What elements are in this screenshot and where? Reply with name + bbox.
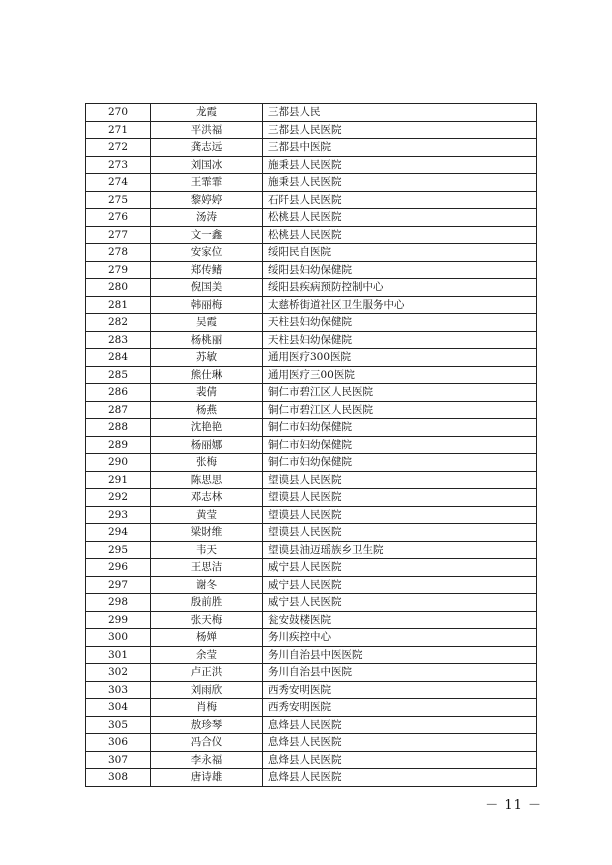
person-name-cell: 冯合仪	[151, 734, 263, 752]
work-unit-cell: 三都县中医院	[263, 139, 537, 157]
person-name-cell: 安家位	[151, 244, 263, 262]
row-number-cell: 280	[86, 279, 151, 297]
row-number-cell: 294	[86, 524, 151, 542]
person-name-cell: 谢冬	[151, 576, 263, 594]
person-name-cell: 李永福	[151, 751, 263, 769]
row-number-cell: 287	[86, 401, 151, 419]
table-row	[86, 261, 537, 279]
table-row	[86, 331, 537, 349]
row-number-cell: 271	[86, 121, 151, 139]
table-row	[86, 716, 537, 734]
work-unit-cell: 通用医疗300医院	[263, 349, 537, 367]
table-row	[86, 401, 537, 419]
work-unit-cell: 务川疾控中心	[263, 629, 537, 647]
work-unit-cell: 三都县人民	[263, 104, 537, 122]
row-number-cell: 290	[86, 454, 151, 472]
table-row	[86, 681, 537, 699]
row-number-cell: 300	[86, 629, 151, 647]
table-row	[86, 489, 537, 507]
person-name-cell: 龙霞	[151, 104, 263, 122]
work-unit-cell: 三都县人民医院	[263, 121, 537, 139]
person-name-cell: 黎婷婷	[151, 191, 263, 209]
table-row	[86, 646, 537, 664]
work-unit-cell: 铜仁市妇幼保健院	[263, 436, 537, 454]
work-unit-cell: 威宁县人民医院	[263, 594, 537, 612]
person-name-cell: 王思洁	[151, 559, 263, 577]
row-number-cell: 286	[86, 384, 151, 402]
person-name-cell: 杨燕	[151, 401, 263, 419]
table-row	[86, 366, 537, 384]
work-unit-cell: 威宁县人民医院	[263, 576, 537, 594]
work-unit-cell: 绥阳民自医院	[263, 244, 537, 262]
work-unit-cell: 望谟县人民医院	[263, 524, 537, 542]
work-unit-cell: 施秉县人民医院	[263, 174, 537, 192]
work-unit-cell: 望谟县人民医院	[263, 471, 537, 489]
row-number-cell: 285	[86, 366, 151, 384]
person-name-cell: 唐诗雄	[151, 769, 263, 787]
work-unit-cell: 通用医疗三00医院	[263, 366, 537, 384]
row-number-cell: 299	[86, 611, 151, 629]
table-row	[86, 559, 537, 577]
work-unit-cell: 石阡县人民医院	[263, 191, 537, 209]
table-row	[86, 576, 537, 594]
name-list-table	[85, 103, 537, 787]
row-number-cell: 295	[86, 541, 151, 559]
table-row	[86, 139, 537, 157]
person-name-cell: 郑传鳍	[151, 261, 263, 279]
person-name-cell: 吴霞	[151, 314, 263, 332]
work-unit-cell: 息烽县人民医院	[263, 751, 537, 769]
row-number-cell: 292	[86, 489, 151, 507]
row-number-cell: 305	[86, 716, 151, 734]
table-row	[86, 611, 537, 629]
table-row	[86, 104, 537, 122]
work-unit-cell: 绥阳县妇幼保健院	[263, 261, 537, 279]
row-number-cell: 282	[86, 314, 151, 332]
row-number-cell: 293	[86, 506, 151, 524]
row-number-cell: 273	[86, 156, 151, 174]
table-row	[86, 191, 537, 209]
person-name-cell: 王霏霏	[151, 174, 263, 192]
work-unit-cell: 望谟县油迈瑶族乡卫生院	[263, 541, 537, 559]
table-row	[86, 419, 537, 437]
table-row	[86, 121, 537, 139]
row-number-cell: 281	[86, 296, 151, 314]
row-number-cell: 302	[86, 664, 151, 682]
person-name-cell: 平洪福	[151, 121, 263, 139]
row-number-cell: 278	[86, 244, 151, 262]
table-row	[86, 296, 537, 314]
person-name-cell: 熊仕琳	[151, 366, 263, 384]
person-name-cell: 卢正洪	[151, 664, 263, 682]
person-name-cell: 梁財维	[151, 524, 263, 542]
work-unit-cell: 松桃县人民医院	[263, 209, 537, 227]
work-unit-cell: 息烽县人民医院	[263, 734, 537, 752]
work-unit-cell: 铜仁市碧江区人民医院	[263, 401, 537, 419]
row-number-cell: 283	[86, 331, 151, 349]
person-name-cell: 杨丽娜	[151, 436, 263, 454]
person-name-cell: 裴倩	[151, 384, 263, 402]
row-number-cell: 289	[86, 436, 151, 454]
row-number-cell: 274	[86, 174, 151, 192]
table-row	[86, 594, 537, 612]
person-name-cell: 余莹	[151, 646, 263, 664]
person-name-cell: 韩丽梅	[151, 296, 263, 314]
row-number-cell: 303	[86, 681, 151, 699]
row-number-cell: 297	[86, 576, 151, 594]
table-row	[86, 664, 537, 682]
row-number-cell: 288	[86, 419, 151, 437]
work-unit-cell: 威宁县人民医院	[263, 559, 537, 577]
row-number-cell: 291	[86, 471, 151, 489]
person-name-cell: 张梅	[151, 454, 263, 472]
work-unit-cell: 息烽县人民医院	[263, 769, 537, 787]
table-row	[86, 471, 537, 489]
work-unit-cell: 务川自治县中医医院	[263, 646, 537, 664]
row-number-cell: 307	[86, 751, 151, 769]
table-row	[86, 279, 537, 297]
work-unit-cell: 铜仁市妇幼保健院	[263, 419, 537, 437]
work-unit-cell: 铜仁市碧江区人民医院	[263, 384, 537, 402]
table-row	[86, 454, 537, 472]
table-row	[86, 629, 537, 647]
person-name-cell: 文一鑫	[151, 226, 263, 244]
table-row	[86, 751, 537, 769]
table-row	[86, 314, 537, 332]
work-unit-cell: 松桃县人民医院	[263, 226, 537, 244]
work-unit-cell: 瓮安鼓楼医院	[263, 611, 537, 629]
table-row	[86, 384, 537, 402]
work-unit-cell: 西秀安明医院	[263, 699, 537, 717]
work-unit-cell: 太慈桥街道社区卫生服务中心	[263, 296, 537, 314]
person-name-cell: 陈思思	[151, 471, 263, 489]
table-row	[86, 244, 537, 262]
row-number-cell: 276	[86, 209, 151, 227]
person-name-cell: 殷前胜	[151, 594, 263, 612]
person-name-cell: 苏敏	[151, 349, 263, 367]
page-number: － 11 －	[485, 798, 542, 813]
work-unit-cell: 西秀安明医院	[263, 681, 537, 699]
row-number-cell: 304	[86, 699, 151, 717]
person-name-cell: 龚志远	[151, 139, 263, 157]
work-unit-cell: 铜仁市妇幼保健院	[263, 454, 537, 472]
table-row	[86, 769, 537, 787]
row-number-cell: 277	[86, 226, 151, 244]
person-name-cell: 肖梅	[151, 699, 263, 717]
table-body	[86, 104, 537, 787]
work-unit-cell: 天柱县妇幼保健院	[263, 331, 537, 349]
row-number-cell: 308	[86, 769, 151, 787]
table-row	[86, 699, 537, 717]
person-name-cell: 韦天	[151, 541, 263, 559]
person-name-cell: 倪国美	[151, 279, 263, 297]
person-name-cell: 杨桃丽	[151, 331, 263, 349]
row-number-cell: 270	[86, 104, 151, 122]
work-unit-cell: 务川自治县中医院	[263, 664, 537, 682]
work-unit-cell: 息烽县人民医院	[263, 716, 537, 734]
table-row	[86, 209, 537, 227]
row-number-cell: 296	[86, 559, 151, 577]
person-name-cell: 刘国冰	[151, 156, 263, 174]
row-number-cell: 298	[86, 594, 151, 612]
row-number-cell: 272	[86, 139, 151, 157]
table-row	[86, 541, 537, 559]
table-row	[86, 524, 537, 542]
table-row	[86, 174, 537, 192]
person-name-cell: 黄莹	[151, 506, 263, 524]
table-row	[86, 156, 537, 174]
person-name-cell: 杨婵	[151, 629, 263, 647]
work-unit-cell: 绥阳县疾病预防控制中心	[263, 279, 537, 297]
person-name-cell: 刘雨欣	[151, 681, 263, 699]
work-unit-cell: 望谟县人民医院	[263, 506, 537, 524]
person-name-cell: 邓志林	[151, 489, 263, 507]
person-name-cell: 沈艳艳	[151, 419, 263, 437]
table-row	[86, 436, 537, 454]
row-number-cell: 284	[86, 349, 151, 367]
row-number-cell: 279	[86, 261, 151, 279]
work-unit-cell: 施秉县人民医院	[263, 156, 537, 174]
table-row	[86, 226, 537, 244]
work-unit-cell: 天柱县妇幼保健院	[263, 314, 537, 332]
row-number-cell: 301	[86, 646, 151, 664]
person-name-cell: 汤涛	[151, 209, 263, 227]
person-name-cell: 张天梅	[151, 611, 263, 629]
row-number-cell: 306	[86, 734, 151, 752]
person-name-cell: 敖珍琴	[151, 716, 263, 734]
row-number-cell: 275	[86, 191, 151, 209]
table-row	[86, 349, 537, 367]
table-row	[86, 734, 537, 752]
work-unit-cell: 望谟县人民医院	[263, 489, 537, 507]
table-row	[86, 506, 537, 524]
